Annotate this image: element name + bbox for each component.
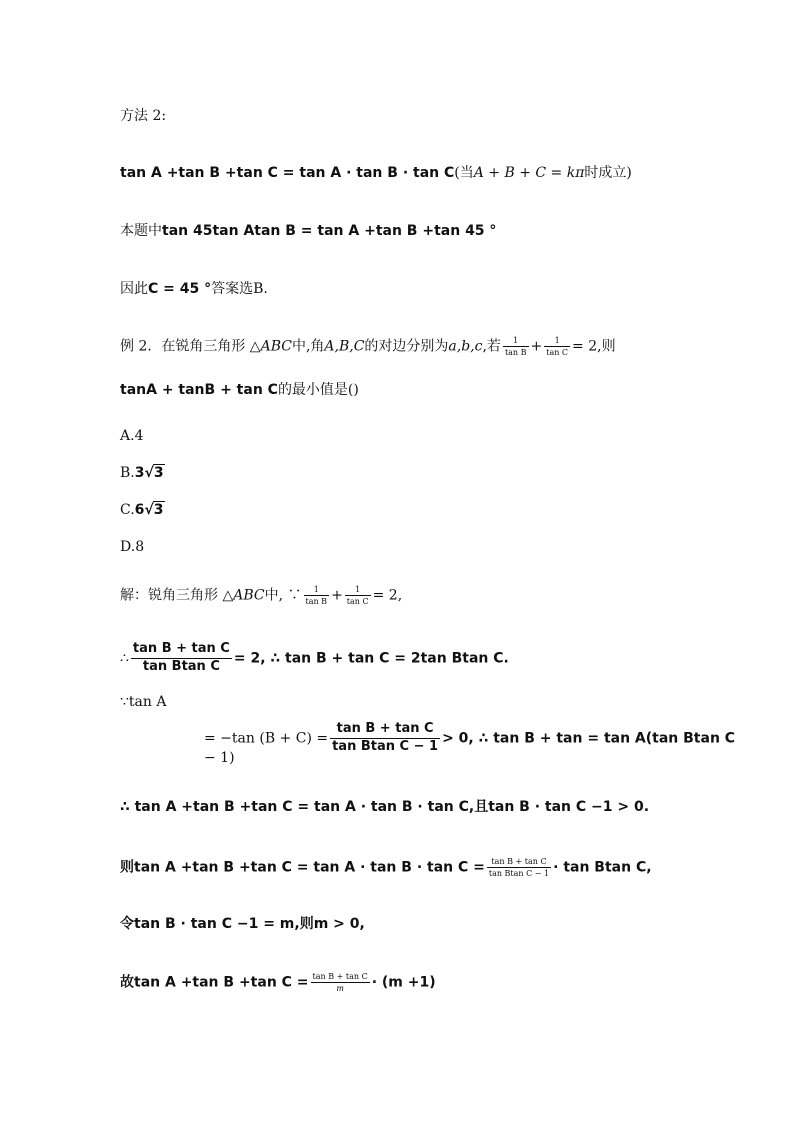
example-plus: + [530,338,543,355]
solution-fraction-1: $\frac{1}{\text{tan B}}$ [305,585,328,607]
solution-line-1: 解：锐角三角形 △ABC中, ∵ $\frac{1}{\text{tan B}}$ + $\frac{1}{\text{tan C}}$ = 2, [120,585,403,607]
solution-fraction-5: $\frac{\text{tan B + tan C}}{\text{tan Btan C − 1}}$ [488,857,550,879]
example-sides: a,b,c [448,338,483,355]
identity-cond-expr: A + B + C = kπ [473,165,585,181]
solution-line-8: 令tan B · tan C −1 = m,则m > 0, [120,916,365,932]
solution-fraction-4: $\frac{\text{tan B + tan C}}{\text{tan Btan C − 1}}$ [332,721,439,754]
option-d: D.8 [120,539,145,555]
option-c: C.6√3 [120,502,164,518]
conclusion-line [120,279,268,299]
example-mid3: ,若 [482,338,501,355]
identity-cond-open: (当 [454,165,474,181]
this-problem-expr: tan 45tan Atan B = tan A +tan B +tan 45 ° [162,223,497,239]
this-problem-prefix: 本题中 [120,223,162,239]
example-line2-expr: tanA + tanB + tan C [120,382,278,398]
example-abc: ABC [260,338,292,355]
solution-line-2: ∴ $\frac{\text{tan B + tan C}}{\text{tan Btan C}}$ = 2, ∴ tan B + tan C = 2tan Btan C. [120,641,509,674]
solution-fraction-3: $\frac{\text{tan B + tan C}}{\text{tan Btan C}}$ [132,641,230,674]
example-tail: = 2,则 [572,338,616,355]
solution-fraction-2: $\frac{1}{\text{tan C}}$ [346,585,369,607]
example-mid1: 中,角 [291,338,325,355]
example-line2-suffix: 的最小值是() [277,382,359,398]
option-c-radicand: 3 [153,502,164,518]
solution-line-3: ∵tan A [120,694,167,710]
identity-lhs: tan A +tan B +tan C = tan A · tan B · tan C [120,165,455,181]
tangent-identity [120,163,632,183]
option-b-radicand: 3 [153,465,164,481]
option-b: B.3√3 [120,465,164,481]
conclusion-expr: C = 45 ° [148,281,212,297]
example-statement [120,336,616,357]
method-heading: 方法 2: [120,108,167,124]
identity-cond-close: 时成立) [584,165,632,181]
solution-fraction-6: $\frac{\text{tan B + tan C}}{m}$ [312,972,368,994]
solution-line-5: − 1) [204,750,235,766]
solution-line-9: 故tan A +tan B +tan C = $\frac{\text{tan B + tan C}}{m}$ · (m +1) [120,972,436,994]
conclusion-prefix: 因此 [120,281,148,297]
solution-line-6: ∴ tan A +tan B +tan C = tan A · tan B · tan C,且tan B · tan C −1 > 0. [120,799,650,815]
example-prefix: 例 2．在锐角三角形 △ [120,338,261,355]
solution-line-7: 则tan A +tan B +tan C = tan A · tan B · tan C = $\frac{\text{tan B + tan C}}{\text{tan Btan C − 1}}$ · tan Btan C, [120,857,652,879]
example-line-2 [120,380,359,400]
example-fraction-1: $\frac{1}{\text{tan B}}$ [504,336,527,358]
option-a: A.4 [120,428,144,444]
example-angles: A,B,C [324,338,365,355]
conclusion-suffix: 答案选B. [211,281,268,297]
example-mid2: 的对边分别为 [364,338,449,355]
this-problem-line [120,221,496,241]
example-fraction-2: $\frac{1}{\text{tan C}}$ [546,336,569,358]
solution-line-4: = −tan (B + C) = $\frac{\text{tan B + tan C}}{\text{tan Btan C − 1}}$ > 0, ∴ tan B + tan = tan A(tan Btan C [204,721,736,754]
